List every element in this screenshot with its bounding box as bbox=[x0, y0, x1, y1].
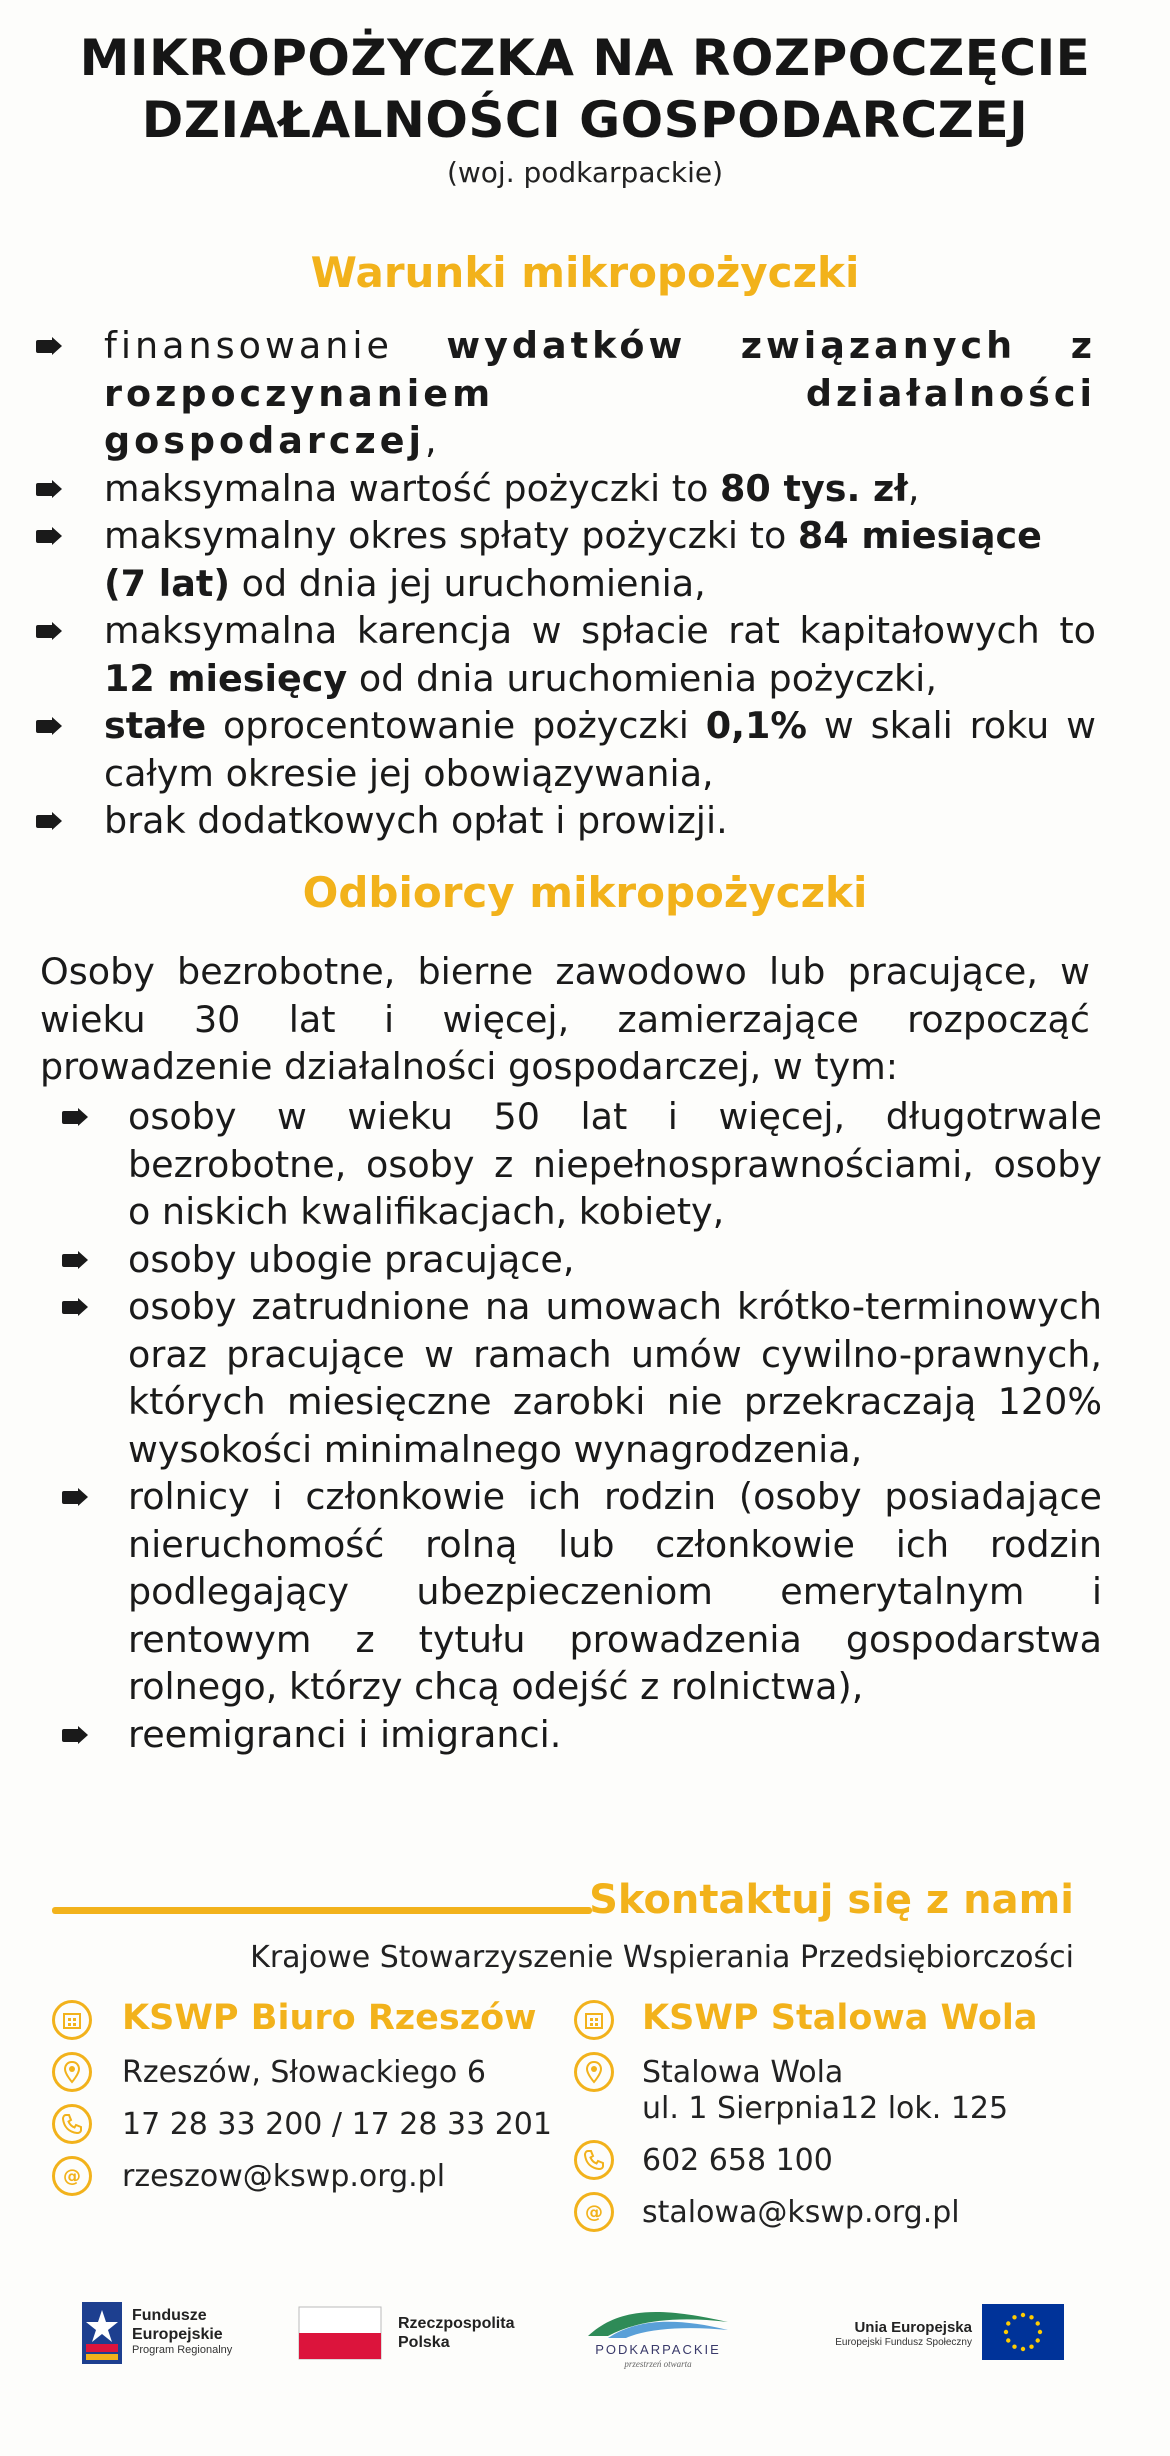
list-item bbox=[36, 607, 1096, 702]
contact-divider bbox=[52, 1907, 592, 1914]
item-text: maksymalna karencja w spłacie rat kapitałowych to bbox=[104, 609, 1096, 652]
conditions-heading: Warunki mikropożyczki bbox=[310, 248, 860, 297]
location-pin-icon bbox=[574, 2052, 614, 2092]
list-item: reemigranci i imigranci. bbox=[62, 1711, 1102, 1759]
podkarpackie-tagline: przestrzeń otwarta bbox=[624, 2359, 692, 2369]
svg-text:@: @ bbox=[63, 2166, 81, 2187]
office1-email[interactable]: rzeszow@kswp.org.pl bbox=[122, 2159, 446, 2194]
list-item: osoby w wieku 50 lat i więcej, długotrwale bezrobotne, osoby z niepełnosprawnościami, osoby o niskich kwalifikacjach, kobiety, bbox=[62, 1093, 1102, 1236]
office1-name: KSWP Biuro Rzeszów bbox=[122, 1998, 537, 2038]
recipients-heading: Odbiorcy mikropożyczki bbox=[302, 868, 868, 917]
item-text: brak dodatkowych opłat i prowizji. bbox=[104, 799, 728, 842]
conditions-list bbox=[36, 322, 1096, 845]
podkarpackie-logo bbox=[578, 2302, 738, 2372]
svg-text:@: @ bbox=[585, 2202, 603, 2223]
item-text: finansowanie bbox=[104, 324, 447, 367]
recipients-intro: Osoby bezrobotne, bierne zawodowo lub pracujące, w wieku 30 lat i więcej, zamierzające rozpocząć prowadzenie działalności gospodarczej, w tym: bbox=[40, 950, 1090, 1088]
office2-phone[interactable]: 602 658 100 bbox=[642, 2143, 833, 2178]
list-item bbox=[36, 322, 1096, 465]
region-subtitle: (woj. podkarpackie) bbox=[446, 156, 724, 189]
office-building-icon bbox=[52, 2000, 92, 2040]
office1-phone[interactable]: 17 28 33 200 / 17 28 33 201 bbox=[122, 2107, 552, 2142]
item-bold-text: 0,1% bbox=[705, 704, 807, 747]
item-text: maksymalna wartość pożyczki to bbox=[104, 466, 721, 510]
eu-star bbox=[1021, 2313, 1025, 2317]
phone-icon bbox=[574, 2140, 614, 2180]
page-title-line2: DZIAŁALNOŚCI GOSPODARCZEJ bbox=[141, 91, 1029, 149]
unia-europejska-logo bbox=[792, 2300, 1072, 2370]
rp-line1: Rzeczpospolita bbox=[398, 2315, 515, 2332]
rp-line2: Polska bbox=[398, 2334, 450, 2351]
phone-icon bbox=[52, 2104, 92, 2144]
funding-logos-bar bbox=[0, 2270, 1170, 2400]
eu-star bbox=[1012, 2315, 1016, 2319]
eu-star bbox=[1036, 2338, 1040, 2342]
list-item: rolnicy i członkowie ich rodzin (osoby posiadające nieruchomość rolną lub członkowie ich rodzin podlegający ubezpieczeniom emerytalnym i rentowym z tytułu prowadzenia gospodarstwa rolnego, którzy chcą odejść z rolnictwa), bbox=[62, 1473, 1102, 1711]
fe-line1: Fundusze bbox=[132, 2307, 207, 2324]
podkarpackie-label: PODKARPACKIE bbox=[595, 2342, 721, 2357]
item-bold-text: wydatków związanych z rozpoczynaniem działalności gospodarczej bbox=[104, 324, 1096, 462]
ue-line1: Unia Europejska bbox=[854, 2319, 972, 2336]
item-text: , bbox=[907, 466, 920, 510]
item-text: od dnia uruchomienia pożyczki, bbox=[347, 656, 937, 700]
eu-star bbox=[1029, 2345, 1033, 2349]
fundusze-europejskie-logo bbox=[80, 2300, 300, 2370]
fe-line2: Europejskie bbox=[132, 2326, 223, 2343]
office2-name: KSWP Stalowa Wola bbox=[642, 1998, 1038, 2038]
email-at-icon bbox=[52, 2156, 92, 2196]
office2-email[interactable]: stalowa@kswp.org.pl bbox=[642, 2195, 960, 2230]
item-text: maksymalny okres spłaty pożyczki to bbox=[104, 514, 798, 557]
list-item: osoby ubogie pracujące, bbox=[62, 1236, 1102, 1284]
office2-address-line2: ul. 1 Sierpnia12 lok. 125 bbox=[642, 2091, 1009, 2126]
item-text: , bbox=[425, 419, 441, 462]
eu-star bbox=[1021, 2347, 1025, 2351]
podkarpackie-hills-icon bbox=[578, 2302, 738, 2342]
list-item bbox=[36, 702, 1096, 797]
eu-star bbox=[1012, 2345, 1016, 2349]
item-bold-text: stałe bbox=[104, 704, 207, 747]
contact-heading: Skontaktuj się z nami bbox=[589, 1877, 1074, 1923]
eu-flag-icon bbox=[982, 2304, 1064, 2360]
polish-flag-icon bbox=[298, 2306, 382, 2360]
list-item bbox=[36, 465, 1096, 513]
eu-star bbox=[1038, 2330, 1042, 2334]
item-bold-text: 84 miesiące (7 lat) bbox=[104, 514, 1042, 605]
ue-line2: Europejski Fundusz Społeczny bbox=[835, 2337, 972, 2348]
eu-star bbox=[1006, 2338, 1010, 2342]
office1-address: Rzeszów, Słowackiego 6 bbox=[122, 2055, 486, 2090]
item-text: od dnia jej uruchomienia, bbox=[230, 561, 706, 605]
eu-star bbox=[1029, 2315, 1033, 2319]
list-item: osoby zatrudnione na umowach krótko-terminowych oraz pracujące w ramach umów cywilno-prawnych, których miesięczne zarobki nie przekraczają 120% wysokości minimalnego wynagrodzenia, bbox=[62, 1283, 1102, 1473]
email-at-icon bbox=[574, 2192, 614, 2232]
list-item bbox=[36, 512, 1096, 607]
eu-star bbox=[1004, 2330, 1008, 2334]
eu-star bbox=[1006, 2321, 1010, 2325]
item-text: w skali roku w całym okresie jej obowiązywania, bbox=[104, 704, 1096, 795]
item-bold-text: 80 tys. zł bbox=[720, 466, 908, 510]
item-text: oprocentowanie pożyczki bbox=[206, 704, 706, 747]
recipients-list bbox=[62, 1093, 1102, 1758]
fe-line3: Program Regionalny bbox=[132, 2344, 233, 2356]
list-item bbox=[36, 797, 1096, 845]
office2-address-line1: Stalowa Wola bbox=[642, 2055, 844, 2090]
organization-name: Krajowe Stowarzyszenie Wspierania Przedsiębiorczości bbox=[250, 1940, 1074, 1975]
item-bold-text: 12 miesięcy bbox=[104, 656, 348, 700]
fe-star-icon bbox=[80, 2300, 124, 2366]
office-building-icon bbox=[574, 2000, 614, 2040]
location-pin-icon bbox=[52, 2052, 92, 2092]
rzeczpospolita-polska-logo bbox=[298, 2306, 518, 2366]
eu-star bbox=[1036, 2321, 1040, 2325]
page-title-line1: MIKROPOŻYCZKA NA ROZPOCZĘCIE bbox=[79, 29, 1091, 87]
